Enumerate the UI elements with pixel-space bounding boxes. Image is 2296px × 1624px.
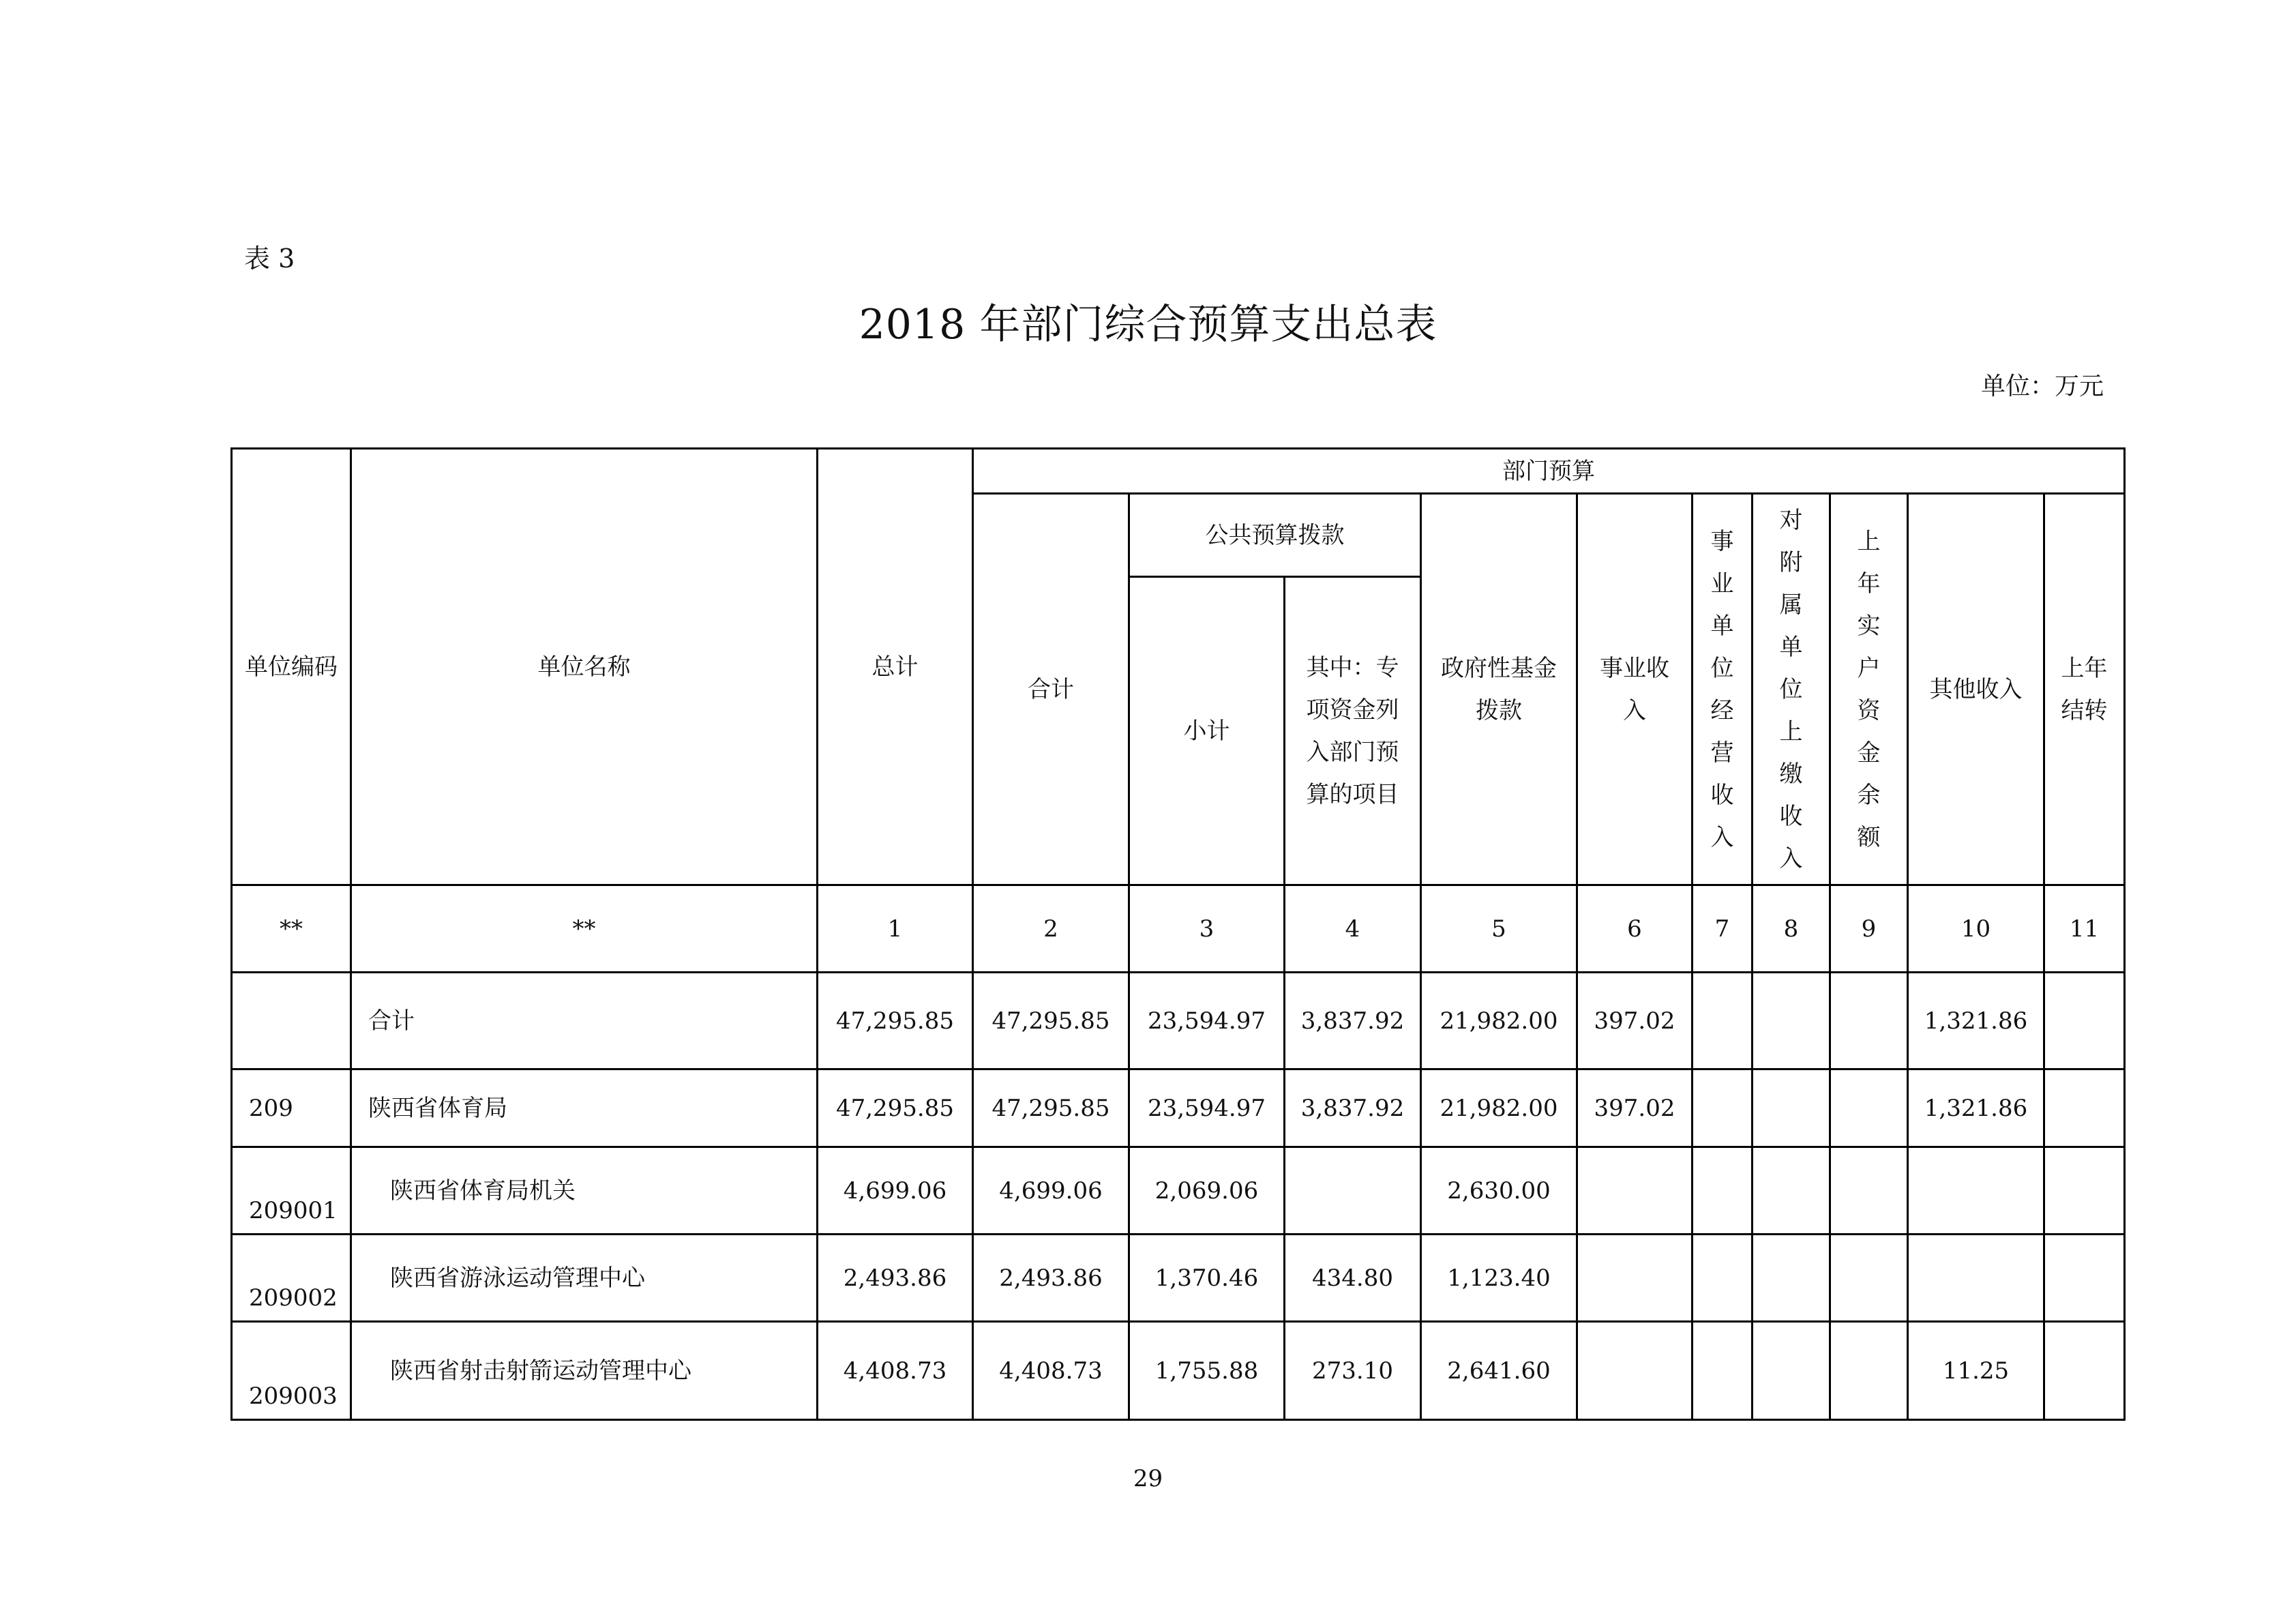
- sum-cell: 4,699.06: [973, 1147, 1129, 1235]
- subtotal-cell: 1,370.46: [1129, 1235, 1285, 1322]
- other-income-cell: [1908, 1147, 2044, 1235]
- special-cell: 434.80: [1285, 1235, 1421, 1322]
- unit-name-cell: 陕西省射击射箭运动管理中心: [351, 1322, 818, 1420]
- operating-income-cell: [1693, 1235, 1753, 1322]
- other-income-cell: 1,321.86: [1908, 973, 2044, 1069]
- subtotal-cell: 23,594.97: [1129, 1069, 1285, 1147]
- index-cell: 1: [818, 885, 973, 973]
- index-cell: 11: [2044, 885, 2125, 973]
- operating-income-cell: [1693, 973, 1753, 1069]
- gov-fund-cell: 1,123.40: [1421, 1235, 1577, 1322]
- gov-fund-cell: 2,630.00: [1421, 1147, 1577, 1235]
- total-cell: 47,295.85: [818, 973, 973, 1069]
- index-cell: 4: [1285, 885, 1421, 973]
- index-cell: **: [351, 885, 818, 973]
- header-unit-code: 单位编码: [232, 449, 351, 885]
- subtotal-cell: 1,755.88: [1129, 1322, 1285, 1420]
- sum-cell: 4,408.73: [973, 1322, 1129, 1420]
- carry-over-cell: [2044, 1322, 2125, 1420]
- header-carry-over: 上年结转: [2044, 494, 2125, 885]
- table-row: [232, 1069, 2125, 1147]
- business-income-cell: 397.02: [1577, 1069, 1693, 1147]
- business-income-cell: [1577, 1235, 1693, 1322]
- unit-name-cell: 合计: [351, 973, 818, 1069]
- balance-cell: [1830, 1322, 1908, 1420]
- index-cell: 7: [1693, 885, 1753, 973]
- unit-code-cell: 209001: [232, 1147, 351, 1235]
- index-cell: 5: [1421, 885, 1577, 973]
- other-income-cell: [1908, 1235, 2044, 1322]
- other-income-cell: 11.25: [1908, 1322, 2044, 1420]
- header-operating-income: 事业单位经营收入: [1693, 494, 1753, 885]
- header-dept-budget: 部门预算: [973, 449, 2125, 494]
- sum-cell: 47,295.85: [973, 1069, 1129, 1147]
- unit-code-cell: [232, 973, 351, 1069]
- carry-over-cell: [2044, 1069, 2125, 1147]
- special-cell: 3,837.92: [1285, 1069, 1421, 1147]
- table-row: [232, 1235, 2125, 1322]
- page-number: 29: [1133, 1465, 1163, 1492]
- subtotal-cell: 2,069.06: [1129, 1147, 1285, 1235]
- table-row: [232, 1322, 2125, 1420]
- header-subordinate-income: 对附属单位上缴收入: [1753, 494, 1830, 885]
- business-income-cell: [1577, 1147, 1693, 1235]
- header-other-income: 其他收入: [1908, 494, 2044, 885]
- header-unit-name: 单位名称: [351, 449, 818, 885]
- header-total: 总计: [818, 449, 973, 885]
- special-cell: [1285, 1147, 1421, 1235]
- page-title: 2018 年部门综合预算支出总表: [859, 301, 1437, 349]
- unit-code-cell: 209002: [232, 1235, 351, 1322]
- unit-code-cell: 209: [232, 1069, 351, 1147]
- unit-name-cell: 陕西省体育局机关: [351, 1147, 818, 1235]
- balance-cell: [1830, 973, 1908, 1069]
- table-row: [232, 973, 2125, 1069]
- header-public-budget: 公共预算拨款: [1129, 494, 1421, 577]
- subtotal-cell: 23,594.97: [1129, 973, 1285, 1069]
- table-label: 表 3: [244, 243, 295, 274]
- total-cell: 2,493.86: [818, 1235, 973, 1322]
- index-cell: 10: [1908, 885, 2044, 973]
- balance-cell: [1830, 1147, 1908, 1235]
- gov-fund-cell: 21,982.00: [1421, 1069, 1577, 1147]
- header-gov-fund: 政府性基金拨款: [1421, 494, 1577, 885]
- gov-fund-cell: 2,641.60: [1421, 1322, 1577, 1420]
- header-last-year-balance: 上年实户资金余额: [1830, 494, 1908, 885]
- index-row: [232, 885, 2125, 973]
- unit-note: 单位：万元: [1980, 372, 2104, 400]
- table-row: [232, 1147, 2125, 1235]
- special-cell: 273.10: [1285, 1322, 1421, 1420]
- index-cell: **: [232, 885, 351, 973]
- budget-table: [230, 447, 2126, 1421]
- balance-cell: [1830, 1069, 1908, 1147]
- sum-cell: 2,493.86: [973, 1235, 1129, 1322]
- index-cell: 8: [1753, 885, 1830, 973]
- index-cell: 2: [973, 885, 1129, 973]
- business-income-cell: 397.02: [1577, 973, 1693, 1069]
- index-cell: 3: [1129, 885, 1285, 973]
- subordinate-income-cell: [1753, 1235, 1830, 1322]
- unit-name-cell: 陕西省游泳运动管理中心: [351, 1235, 818, 1322]
- gov-fund-cell: 21,982.00: [1421, 973, 1577, 1069]
- header-subtotal: 小计: [1129, 577, 1285, 885]
- subordinate-income-cell: [1753, 1147, 1830, 1235]
- operating-income-cell: [1693, 1147, 1753, 1235]
- subordinate-income-cell: [1753, 1322, 1830, 1420]
- header-row-1: [232, 449, 2125, 494]
- header-special-funds: 其中：专项资金列入部门预算的项目: [1285, 577, 1421, 885]
- carry-over-cell: [2044, 1235, 2125, 1322]
- index-cell: 6: [1577, 885, 1693, 973]
- unit-code-cell: 209003: [232, 1322, 351, 1420]
- total-cell: 47,295.85: [818, 1069, 973, 1147]
- subordinate-income-cell: [1753, 1069, 1830, 1147]
- operating-income-cell: [1693, 1322, 1753, 1420]
- index-cell: 9: [1830, 885, 1908, 973]
- operating-income-cell: [1693, 1069, 1753, 1147]
- total-cell: 4,408.73: [818, 1322, 973, 1420]
- special-cell: 3,837.92: [1285, 973, 1421, 1069]
- total-cell: 4,699.06: [818, 1147, 973, 1235]
- sum-cell: 47,295.85: [973, 973, 1129, 1069]
- balance-cell: [1830, 1235, 1908, 1322]
- header-subtotal-all: 合计: [973, 494, 1129, 885]
- carry-over-cell: [2044, 1147, 2125, 1235]
- carry-over-cell: [2044, 973, 2125, 1069]
- header-business-income: 事业收入: [1577, 494, 1693, 885]
- subordinate-income-cell: [1753, 973, 1830, 1069]
- business-income-cell: [1577, 1322, 1693, 1420]
- unit-name-cell: 陕西省体育局: [351, 1069, 818, 1147]
- other-income-cell: 1,321.86: [1908, 1069, 2044, 1147]
